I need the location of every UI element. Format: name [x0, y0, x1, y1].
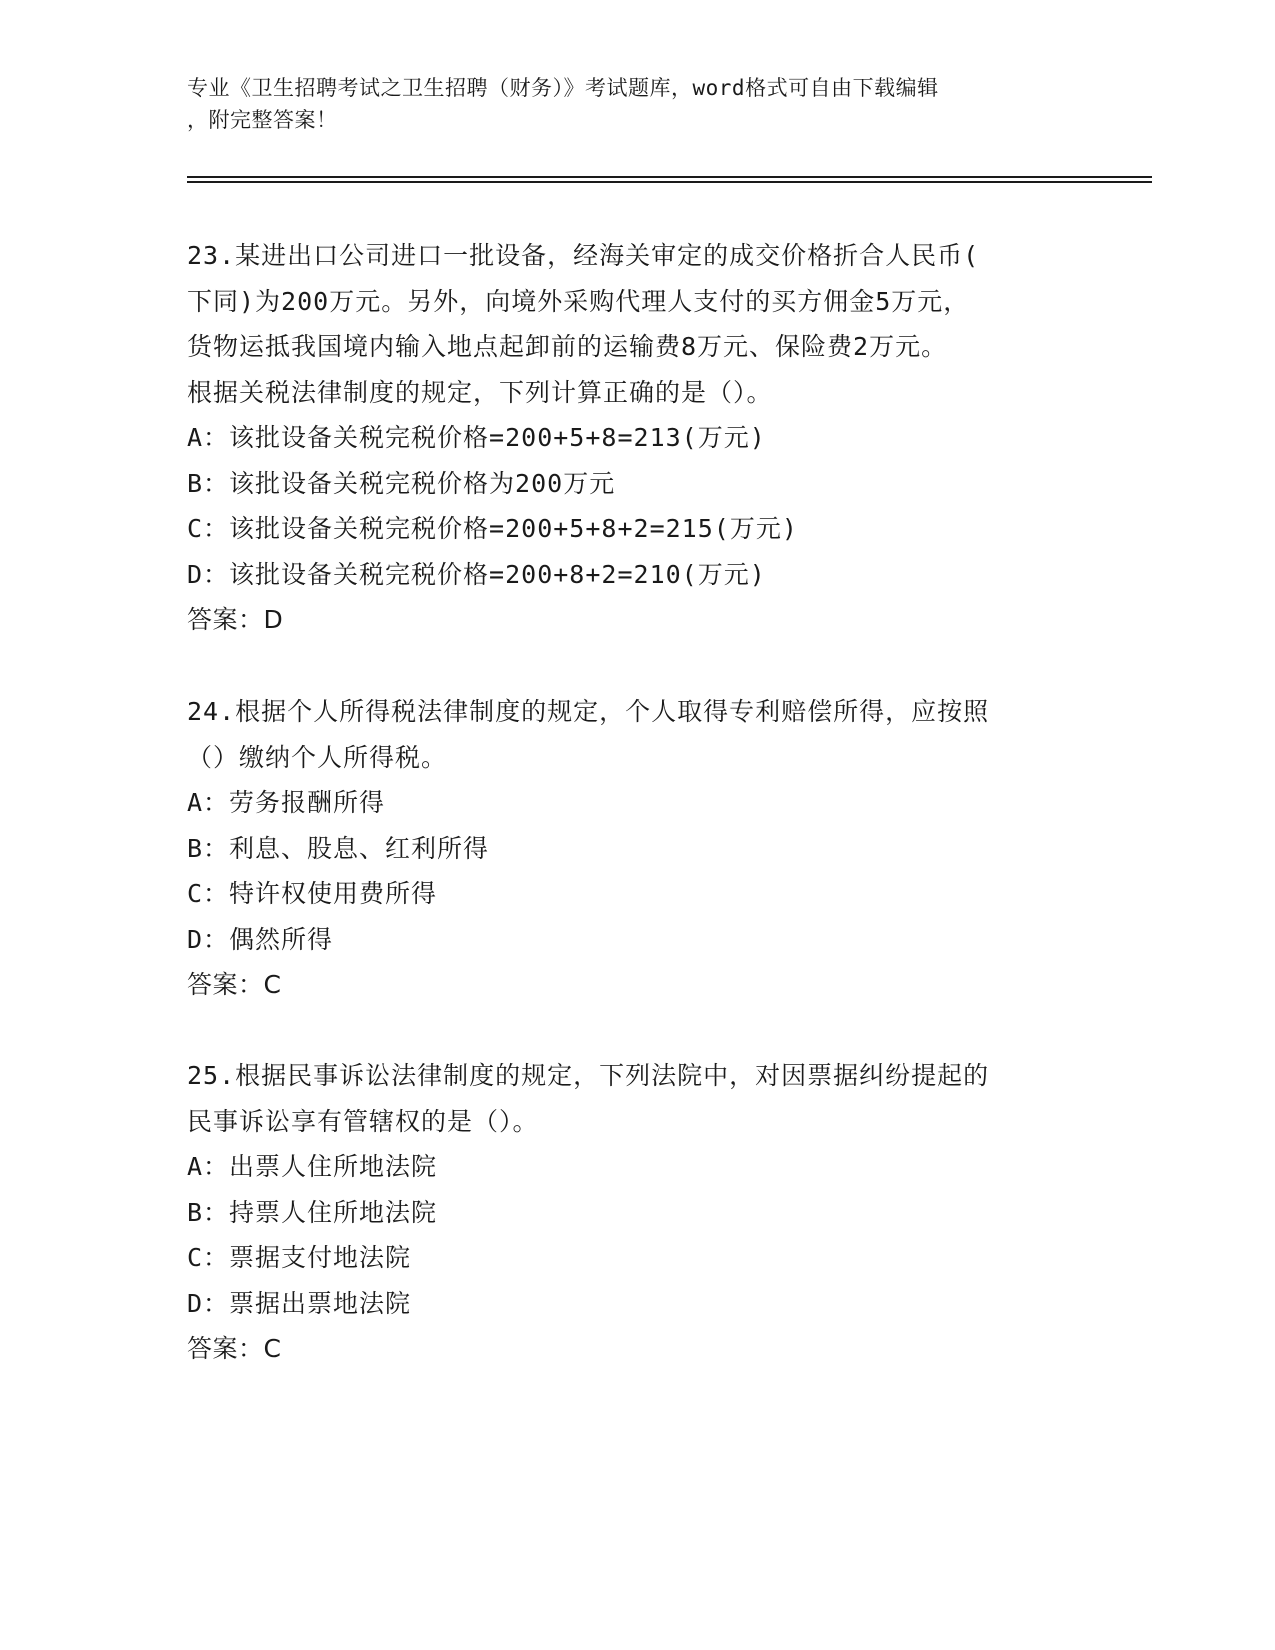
question-text-line: 下同)为200万元。另外，向境外采购代理人支付的买方佣金5万元，	[187, 286, 970, 316]
option-d: D：该批设备关税完税价格=200+8+2=210(万元)	[187, 559, 766, 589]
header-line-1: 专业《卫生招聘考试之卫生招聘（财务）》考试题库，word格式可自由下载编辑	[187, 76, 939, 100]
option-d: D：偶然所得	[187, 924, 334, 954]
option-b: B：该批设备关税完税价格为200万元	[187, 468, 616, 498]
option-c: C：特许权使用费所得	[187, 879, 438, 908]
header-line-2: ，附完整答案！	[187, 108, 338, 132]
question-text-line: 25.根据民事诉讼法律制度的规定，下列法院中，对因票据纠纷提起的	[187, 1061, 990, 1090]
question-text-line: 根据关税法律制度的规定，下列计算正确的是（）。	[187, 377, 773, 407]
question-text-line: 23.某进出口公司进口一批设备，经海关审定的成交价格折合人民币(	[187, 241, 980, 270]
question-24	[187, 689, 1087, 1008]
option-a: A：劳务报酬所得	[187, 788, 386, 817]
question-text-line: 24.根据个人所得税法律制度的规定，个人取得专利赔偿所得，应按照	[187, 697, 990, 726]
option-c: C：该批设备关税完税价格=200+5+8+2=215(万元)	[187, 514, 798, 543]
option-b: B：持票人住所地法院	[187, 1197, 438, 1227]
option-d: D：票据出票地法院	[187, 1288, 412, 1318]
answer: 答案：C	[187, 970, 282, 999]
question-23	[187, 233, 1087, 643]
option-c: C：票据支付地法院	[187, 1243, 412, 1272]
answer: 答案：C	[187, 1334, 282, 1363]
header-divider-bottom	[187, 181, 1152, 183]
option-a: A：该批设备关税完税价格=200+5+8=213(万元)	[187, 423, 766, 452]
question-text-line: （）缴纳个人所得税。	[187, 742, 448, 772]
answer: 答案：D	[187, 605, 284, 634]
option-a: A：出票人住所地法院	[187, 1152, 438, 1181]
option-b: B：利息、股息、红利所得	[187, 833, 490, 863]
header-divider-top	[187, 176, 1152, 178]
question-text-line: 民事诉讼享有管辖权的是（）。	[187, 1106, 539, 1136]
document-header	[187, 72, 1067, 136]
question-text-line: 货物运抵我国境内输入地点起卸前的运输费8万元、保险费2万元。	[187, 332, 948, 361]
question-25	[187, 1053, 1087, 1372]
